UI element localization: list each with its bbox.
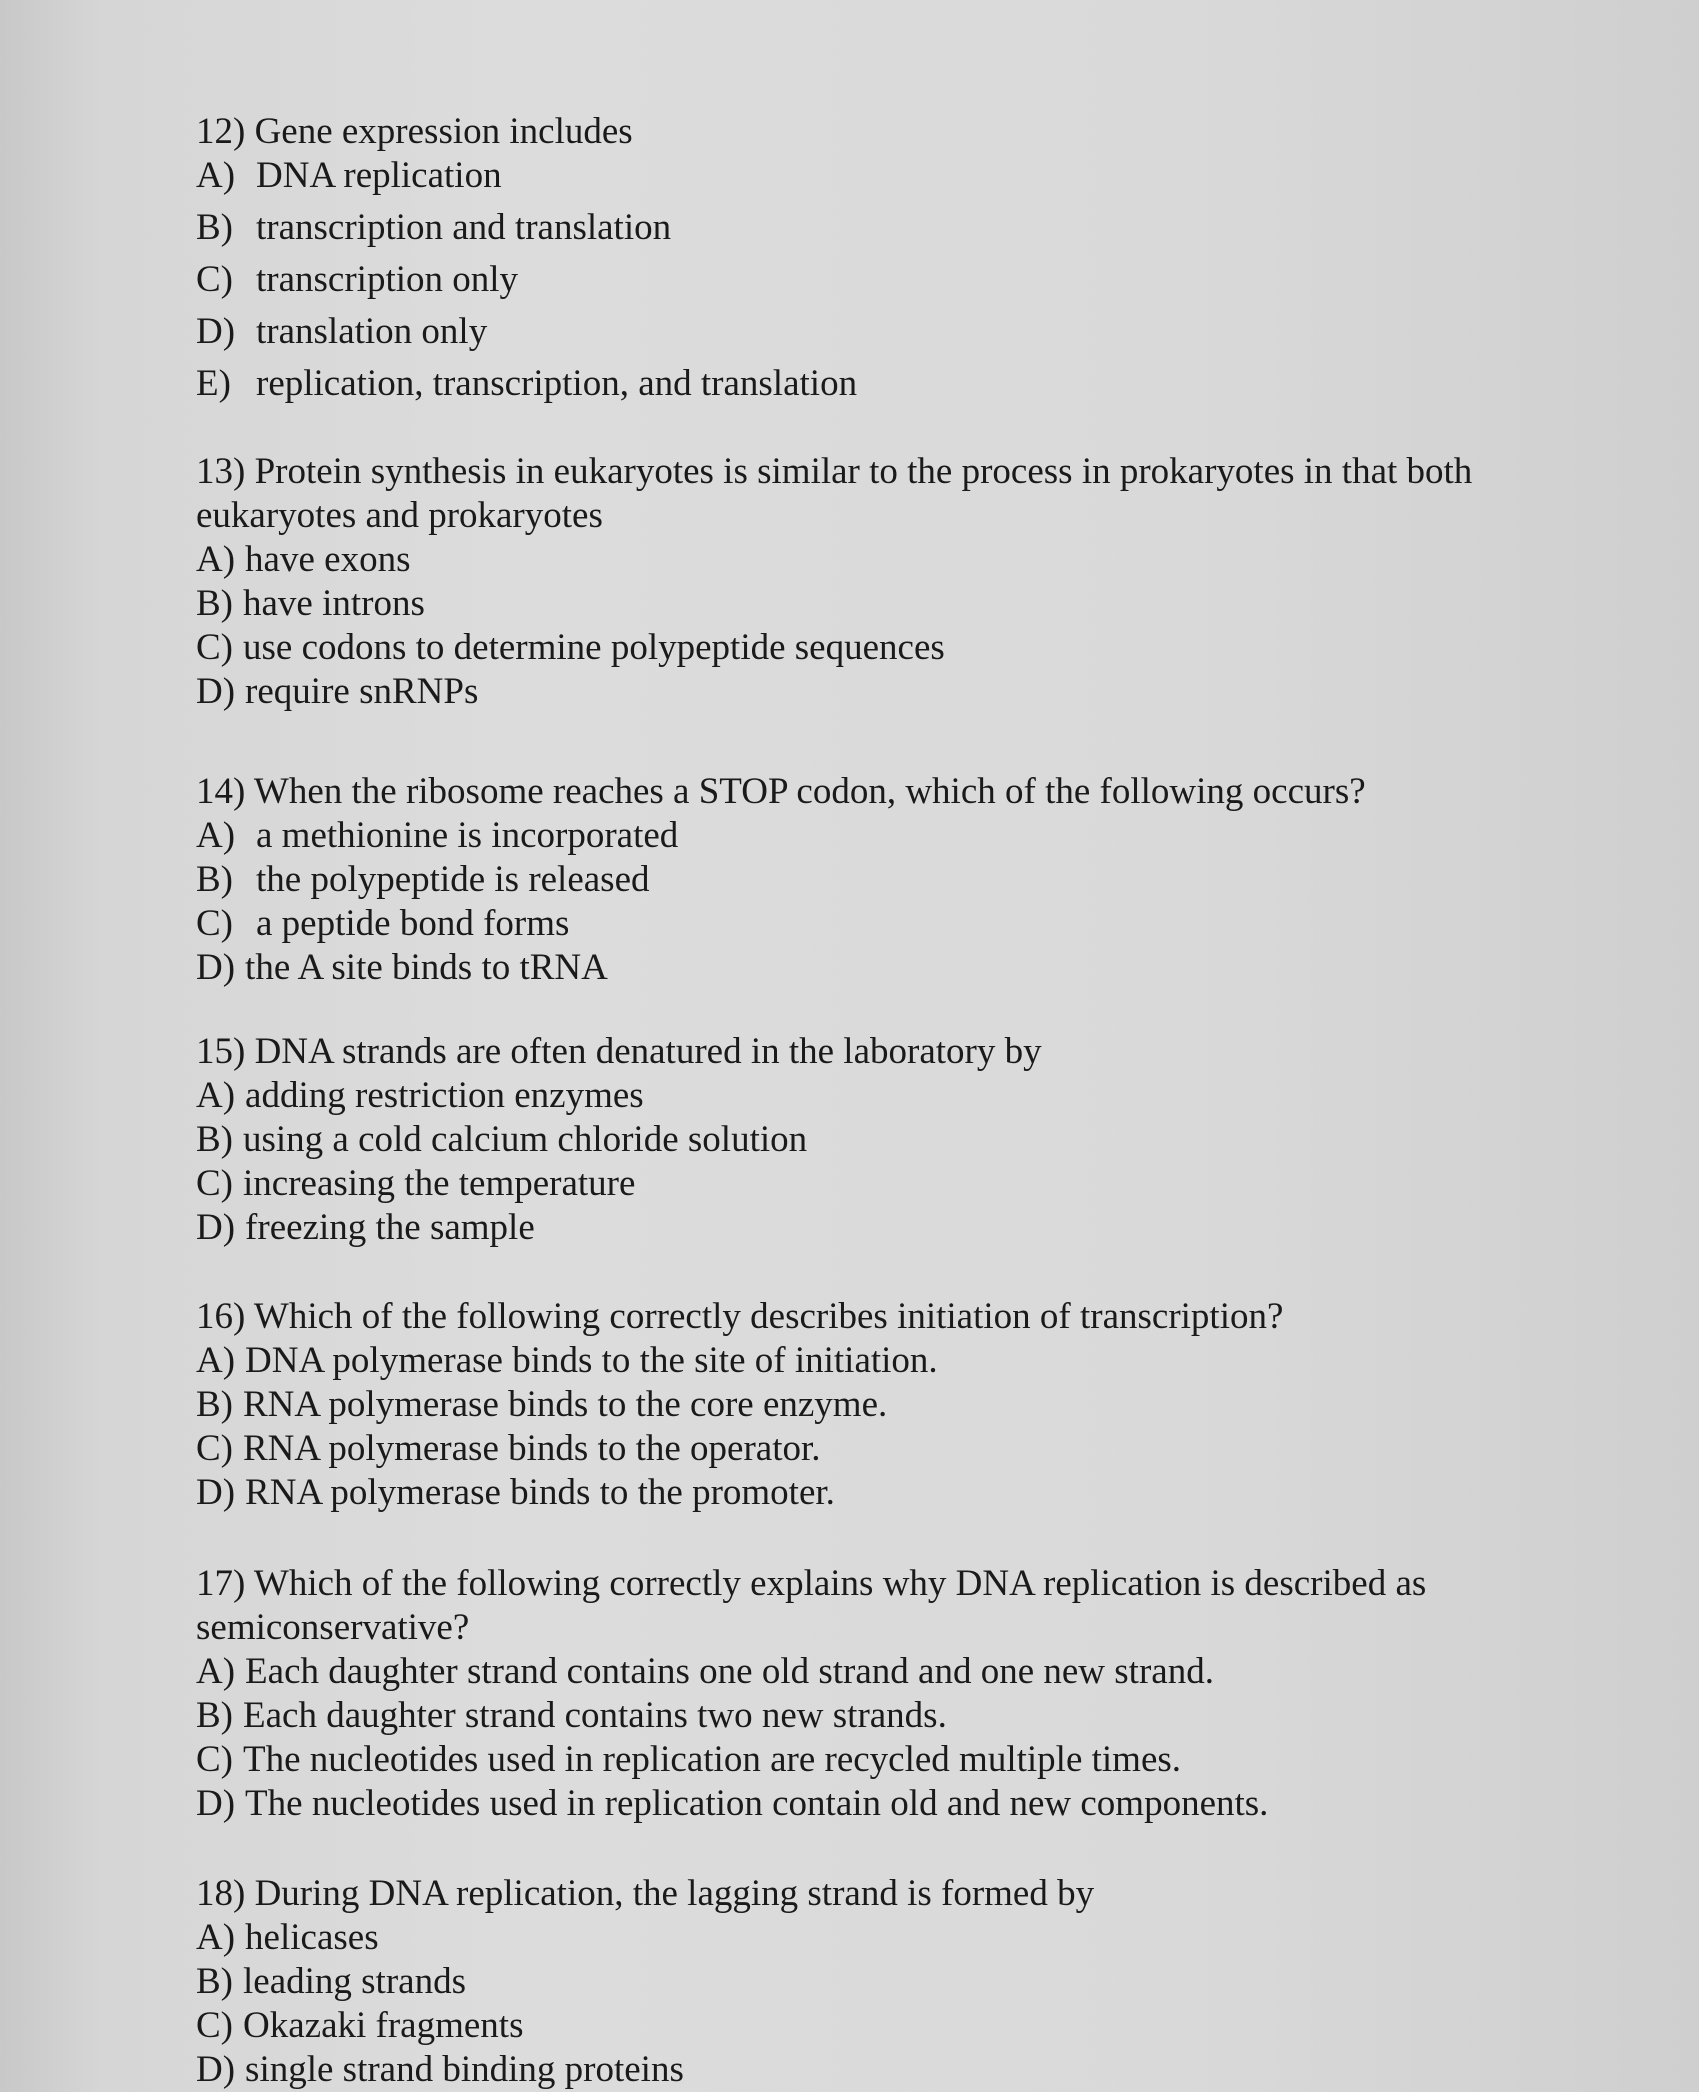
answer-option	[196, 1074, 1576, 1118]
answer-option	[196, 1118, 1576, 1162]
question-stem: 13) Protein synthesis in eukaryotes is similar to the process in prokaryotes in that both eukaryotes and prokaryotes	[196, 451, 1473, 536]
answer-option	[196, 1650, 1576, 1694]
option-text: Each daughter strand contains two new strands.	[243, 1695, 947, 1736]
question-13	[196, 450, 1576, 714]
answer-option	[196, 1738, 1576, 1782]
question-stem: 15) DNA strands are often denatured in the laboratory by	[196, 1031, 1042, 1072]
option-text: adding restriction enzymes	[245, 1075, 644, 1116]
option-letter: B)	[196, 1695, 233, 1736]
option-letter: B)	[196, 1119, 233, 1160]
option-letter: D)	[196, 1783, 236, 1824]
question-14	[196, 770, 1576, 990]
answer-option	[196, 1206, 1576, 1250]
option-letter: E)	[196, 363, 231, 404]
option-letter: A)	[196, 1075, 236, 1116]
option-text: translation only	[256, 311, 488, 352]
answer-option	[196, 1339, 1576, 1383]
answer-option	[196, 1162, 1576, 1206]
option-letter: D)	[196, 2049, 236, 2090]
option-text: RNA polymerase binds to the core enzyme.	[243, 1384, 888, 1425]
option-text: have introns	[243, 583, 425, 624]
option-text: replication, transcription, and translation	[256, 363, 858, 404]
option-text: using a cold calcium chloride solution	[243, 1119, 808, 1160]
answer-option	[196, 858, 1576, 902]
option-letter: A)	[196, 1340, 236, 1381]
answer-option	[196, 946, 1576, 990]
option-text: leading strands	[243, 1961, 466, 2002]
option-text: RNA polymerase binds to the operator.	[243, 1428, 821, 1469]
option-text: Each daughter strand contains one old strand and one new strand.	[245, 1651, 1214, 1692]
answer-option	[196, 1383, 1576, 1427]
option-text: RNA polymerase binds to the promoter.	[245, 1472, 835, 1513]
option-letter: B)	[196, 1384, 233, 1425]
option-letter: C)	[196, 1163, 233, 1204]
question-18	[196, 1872, 1576, 2092]
option-text: Okazaki fragments	[243, 2005, 524, 2046]
question-stem: 16) Which of the following correctly describes initiation of transcription?	[196, 1296, 1284, 1337]
option-text: transcription only	[256, 259, 519, 300]
option-letter: D)	[196, 1207, 236, 1248]
option-letter: C)	[196, 1739, 233, 1780]
question-stem: 12) Gene expression includes	[196, 111, 633, 152]
option-letter: B)	[196, 583, 233, 624]
answer-option	[196, 362, 1576, 406]
option-letter: C)	[196, 2005, 233, 2046]
option-text: the A site binds to tRNA	[245, 947, 608, 988]
question-17	[196, 1562, 1576, 1826]
option-text: have exons	[245, 539, 411, 580]
answer-option	[196, 670, 1576, 714]
answer-option	[196, 1694, 1576, 1738]
option-letter: A)	[196, 539, 236, 580]
answer-option	[196, 814, 1576, 858]
option-text: a peptide bond forms	[256, 903, 570, 944]
answer-option	[196, 1782, 1576, 1826]
option-text: use codons to determine polypeptide sequences	[243, 627, 945, 668]
option-text: single strand binding proteins	[245, 2049, 684, 2090]
option-letter: A)	[196, 1651, 236, 1692]
option-letter: B)	[196, 1961, 233, 2002]
question-stem: 18) During DNA replication, the lagging strand is formed by	[196, 1873, 1095, 1914]
answer-option	[196, 1427, 1576, 1471]
answer-option	[196, 310, 1576, 354]
option-letter: A)	[196, 1917, 236, 1958]
option-text: DNA polymerase binds to the site of initiation.	[245, 1340, 938, 1381]
answer-option	[196, 902, 1576, 946]
answer-option	[196, 626, 1576, 670]
option-letter: C)	[196, 1428, 233, 1469]
option-text: helicases	[245, 1917, 379, 1958]
question-12	[196, 110, 1576, 406]
option-letter: D)	[196, 1472, 236, 1513]
option-letter: C)	[196, 259, 233, 300]
option-letter: A)	[196, 815, 236, 856]
answer-option	[196, 2004, 1576, 2048]
option-letter: A)	[196, 155, 236, 196]
answer-option	[196, 582, 1576, 626]
option-text: a methionine is incorporated	[256, 815, 679, 856]
option-text: DNA replication	[256, 155, 502, 196]
question-15	[196, 1030, 1576, 1250]
answer-option	[196, 258, 1576, 302]
option-text: transcription and translation	[256, 207, 672, 248]
answer-option	[196, 1916, 1576, 1960]
option-letter: C)	[196, 627, 233, 668]
option-letter: D)	[196, 311, 236, 352]
option-letter: C)	[196, 903, 233, 944]
question-stem: 14) When the ribosome reaches a STOP codon, which of the following occurs?	[196, 771, 1366, 812]
option-text: increasing the temperature	[243, 1163, 636, 1204]
option-letter: B)	[196, 859, 233, 900]
option-text: The nucleotides used in replication are recycled multiple times.	[243, 1739, 1182, 1780]
answer-option	[196, 2048, 1576, 2092]
option-letter: D)	[196, 671, 236, 712]
option-text: the polypeptide is released	[256, 859, 650, 900]
option-text: The nucleotides used in replication contain old and new components.	[245, 1783, 1269, 1824]
question-stem: 17) Which of the following correctly explains why DNA replication is described as semiconservative?	[196, 1563, 1427, 1648]
answer-option	[196, 538, 1576, 582]
option-text: freezing the sample	[245, 1207, 535, 1248]
option-letter: B)	[196, 207, 233, 248]
question-16	[196, 1295, 1576, 1515]
answer-option	[196, 1960, 1576, 2004]
answer-option	[196, 154, 1576, 198]
answer-option	[196, 1471, 1576, 1515]
option-text: require snRNPs	[245, 671, 479, 712]
option-letter: D)	[196, 947, 236, 988]
answer-option	[196, 206, 1576, 250]
